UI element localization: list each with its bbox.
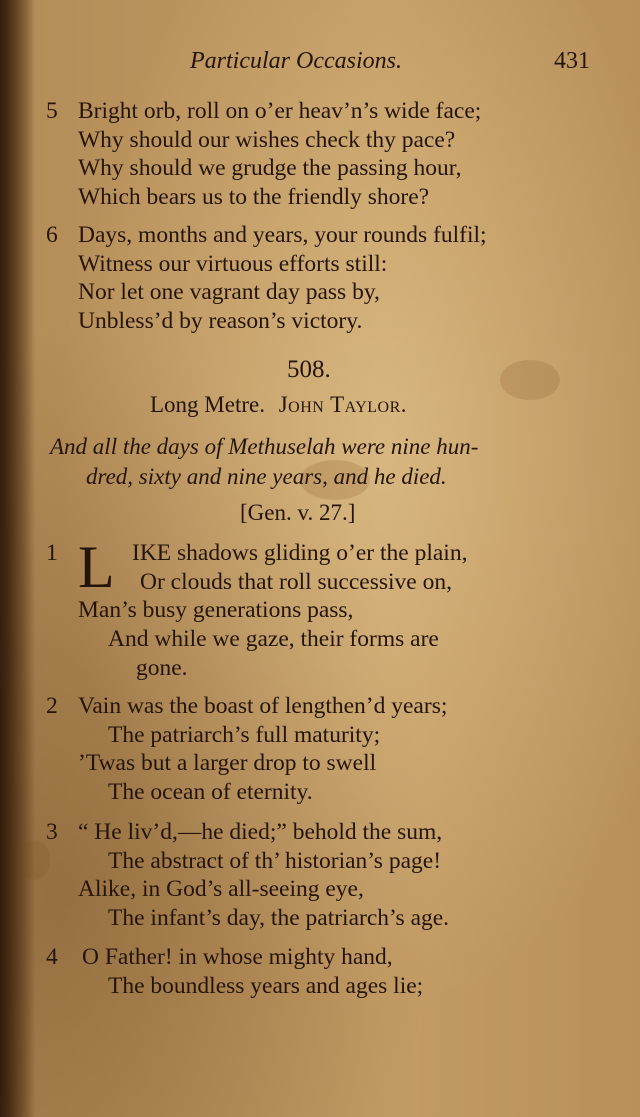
verse-line: The abstract of th’ historian’s page!	[108, 848, 442, 874]
epigraph-line: dred, sixty and nine years, and he died.	[86, 464, 447, 489]
epigraph-line: And all the days of Methuselah were nine hun-	[50, 434, 479, 459]
verse-line: Man’s busy generations pass,	[78, 597, 354, 623]
verse-line: Vain was the boast of lengthen’d years;	[78, 693, 448, 719]
verse-line: Bright orb, roll on o’er heav’n’s wide face;	[78, 98, 482, 124]
page-gutter-shadow	[0, 0, 36, 1117]
stanza-number: 2	[46, 693, 58, 719]
stanza-number: 3	[46, 819, 58, 845]
verse-line: Unbless’d by reason’s victory.	[78, 308, 363, 334]
scripture-reference: [Gen. v. 27.]	[240, 500, 356, 525]
verse-line: Days, months and years, your rounds fulfil;	[78, 222, 487, 248]
hymn-meta	[150, 392, 407, 418]
author-last-name: Taylor.	[330, 392, 408, 417]
verse-line: The patriarch’s full maturity;	[108, 722, 381, 748]
page-number: 431	[554, 48, 590, 74]
author-first-name: John	[278, 392, 325, 417]
stanza-number: 5	[46, 98, 58, 124]
verse-line: Alike, in God’s all-seeing eye,	[78, 876, 364, 902]
verse-line: The ocean of eternity.	[108, 779, 313, 805]
stanza-number: 1	[46, 540, 58, 566]
metre-label: Long Metre.	[150, 392, 265, 417]
drop-cap: L	[78, 534, 115, 600]
running-head: Particular Occasions.	[190, 48, 402, 74]
paper-stain	[20, 840, 50, 880]
verse-line: The infant’s day, the patriarch’s age.	[108, 905, 450, 931]
verse-line: Why should we grudge the passing hour,	[78, 155, 462, 181]
stanza-number: 6	[46, 222, 58, 248]
verse-line: Nor let one vagrant day pass by,	[78, 279, 380, 305]
verse-line: IKE shadows gliding o’er the plain,	[132, 540, 468, 566]
verse-line: Or clouds that roll successive on,	[140, 569, 452, 595]
paper-stain	[500, 360, 560, 400]
verse-line: “ He liv’d,—he died;” behold the sum,	[78, 819, 443, 845]
page-header	[190, 44, 590, 84]
verse-line: And while we gaze, their forms are	[108, 626, 439, 652]
verse-line: Why should our wishes check thy pace?	[78, 127, 456, 153]
hymn-number: 508.	[287, 356, 331, 383]
stanza-number: 4	[46, 944, 58, 970]
verse-line: gone.	[136, 655, 188, 681]
verse-line: Which bears us to the friendly shore?	[78, 184, 430, 210]
verse-line: ’Twas but a larger drop to swell	[78, 750, 377, 776]
verse-line: Witness our virtuous efforts still:	[78, 251, 388, 277]
verse-line: The boundless years and ages lie;	[108, 973, 424, 999]
verse-line: O Father! in whose mighty hand,	[82, 944, 393, 970]
